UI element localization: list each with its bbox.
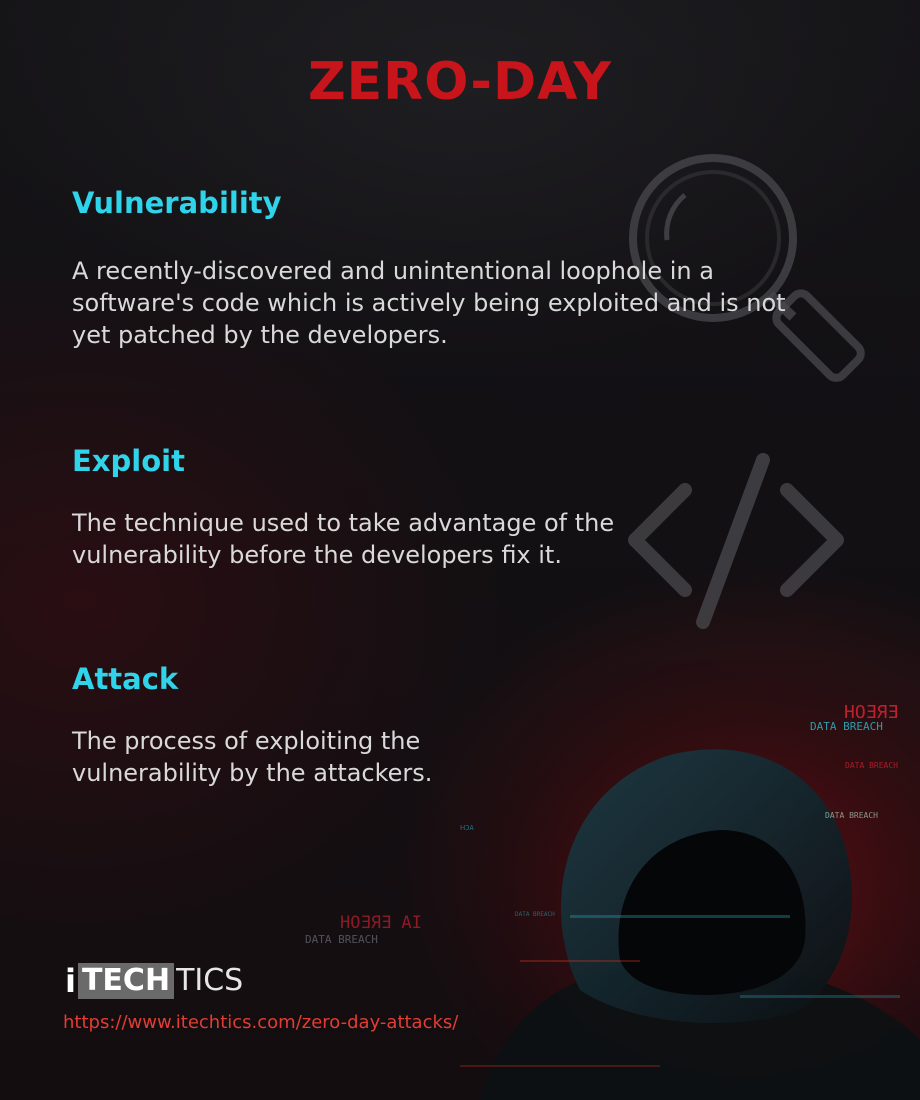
section-body-vulnerability: A recently-discovered and unintentional loophole in a software's code which is actively being exploited and is not yet patched by the developers. xyxy=(72,257,786,349)
section-heading-exploit: Exploit xyxy=(72,444,185,478)
logo-i: i xyxy=(65,962,76,1000)
data-breach-tag: DATA BREACH xyxy=(305,933,378,946)
section-heading-vulnerability: Vulnerability xyxy=(72,186,282,220)
svg-text:HOƎЯƎ: HOƎЯƎ xyxy=(844,702,899,723)
data-breach-tag: DATA BREACH xyxy=(810,720,883,733)
section-body-attack: The process of exploiting the vulnerability by the attackers. xyxy=(72,727,433,787)
logo-tics: TICS xyxy=(176,963,244,998)
page-title: ZERO-DAY xyxy=(307,52,613,112)
section-heading-attack: Attack xyxy=(72,662,179,696)
svg-text:HOƎЯƎ AI: HOƎЯƎ AI xyxy=(340,913,422,933)
svg-text:DATA BREACH: DATA BREACH xyxy=(515,911,555,918)
hooded-hacker-figure xyxy=(305,660,920,1100)
itechtics-logo xyxy=(63,963,243,999)
source-url-link[interactable]: https://www.itechtics.com/zero-day-attacks/ xyxy=(63,1012,459,1033)
logo-tech: TECH xyxy=(78,963,174,999)
svg-text:ꓧƆA: ꓧƆA xyxy=(460,824,474,832)
data-breach-tag: DATA BREACH xyxy=(845,761,898,770)
section-body-exploit: The technique used to take advantage of the vulnerability before the developers fix it. xyxy=(72,509,615,569)
data-breach-tag: DATA BREACH xyxy=(825,811,878,820)
